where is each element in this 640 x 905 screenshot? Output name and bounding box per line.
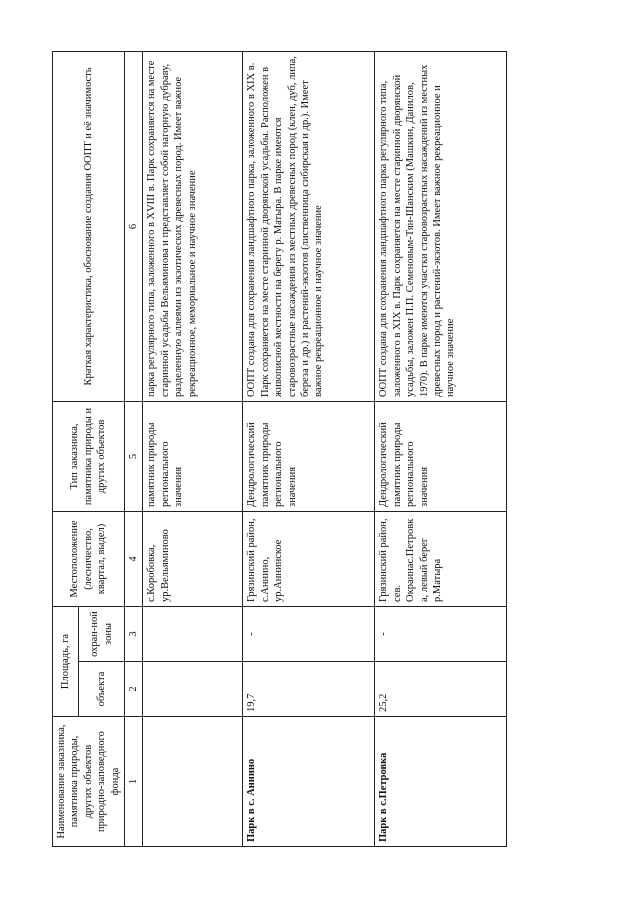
header-description: Краткая характеристика, обоснование создания ООПТ и её значимость bbox=[53, 51, 125, 401]
cell-type: Дендрологический памятник природы регионального значения bbox=[243, 401, 375, 511]
header-area-zone: охран-ной зоны bbox=[79, 606, 125, 661]
cell-type: Дендрологический памятник природы регионального значения bbox=[375, 401, 507, 511]
cell-area-zone: - bbox=[243, 606, 375, 661]
header-area-object: объекта bbox=[79, 662, 125, 717]
cell-area-object: 19,7 bbox=[243, 662, 375, 717]
cell-location: Грязинский район, сев. Окраинас.Петровк а, левый берег р.Матыра bbox=[375, 511, 507, 606]
column-number: 6 bbox=[125, 51, 143, 401]
protected-areas-table bbox=[52, 51, 507, 847]
cell-area-object: 25,2 bbox=[375, 662, 507, 717]
rotated-table-wrapper bbox=[52, 52, 502, 847]
column-number: 4 bbox=[125, 511, 143, 606]
cell-name bbox=[143, 717, 243, 847]
cell-area-zone: - bbox=[375, 606, 507, 661]
table-row bbox=[375, 51, 507, 846]
cell-name: Парк в с. Аннино bbox=[243, 717, 375, 847]
header-area: Площадь, га bbox=[53, 606, 79, 716]
header-row-1 bbox=[53, 51, 79, 846]
cell-location: с.Коробовка, ур.Вельяминово bbox=[143, 511, 243, 606]
column-number: 1 bbox=[125, 717, 143, 847]
cell-description: парка регулярного типа, заложенного в XVIII в. Парк сохраняется на месте старинной усадьбы Вельяминова и представляет собой нагорную дубраву, разделенную аллеями из экзотических древесных пород. Имеет важное рекреационное, мемориальное и научное значение bbox=[143, 51, 243, 401]
cell-description: ООПТ создана для сохранения ландшафтного парка регулярного типа, заложенного в XIX в. Парк сохраняется на месте старинной дворянской усадьбы, заложен П.П. Семеновым-Тян-Шанским (Машкин, Данилов, 1970). В парке имеются участки старовозрастных насаждений из местных древесных пород и растений-экзотов. Имеет важное рекреационное и научное значение bbox=[375, 51, 507, 401]
column-number-row bbox=[125, 51, 143, 846]
header-location: Местоположение (лесничество, квартал, выдел) bbox=[53, 511, 125, 606]
cell-name: Парк в с.Петровка bbox=[375, 717, 507, 847]
header-name: Наименование заказника, памятника природы, других объектов природно-заповедного фонда bbox=[53, 717, 125, 847]
header-type: Тип заказника, памятника природы и других объектов bbox=[53, 401, 125, 511]
cell-area-object bbox=[143, 662, 243, 717]
column-number: 5 bbox=[125, 401, 143, 511]
cell-description: ООПТ создана для сохранения ландшафтного парка, заложенного в XIX в. Парк сохраняется на месте старинной дворянской усадьбы. Расположен в живописной местности на берегу р. Матыра. В парке имеются старовозрастные насаждения из местных древесных пород (клен, дуб, липа, береза и др.) и растений-экзотов (лиственница сибирская и др.). Имеет важное рекреационное и научное значение bbox=[243, 51, 375, 401]
column-number: 2 bbox=[125, 662, 143, 717]
cell-type: памятник природы регионального значения bbox=[143, 401, 243, 511]
cell-area-zone bbox=[143, 606, 243, 661]
cell-location: Грязинский район, с.Аннино, ур.Аннинское bbox=[243, 511, 375, 606]
column-number: 3 bbox=[125, 606, 143, 661]
table-row bbox=[243, 51, 375, 846]
table-row bbox=[143, 51, 243, 846]
